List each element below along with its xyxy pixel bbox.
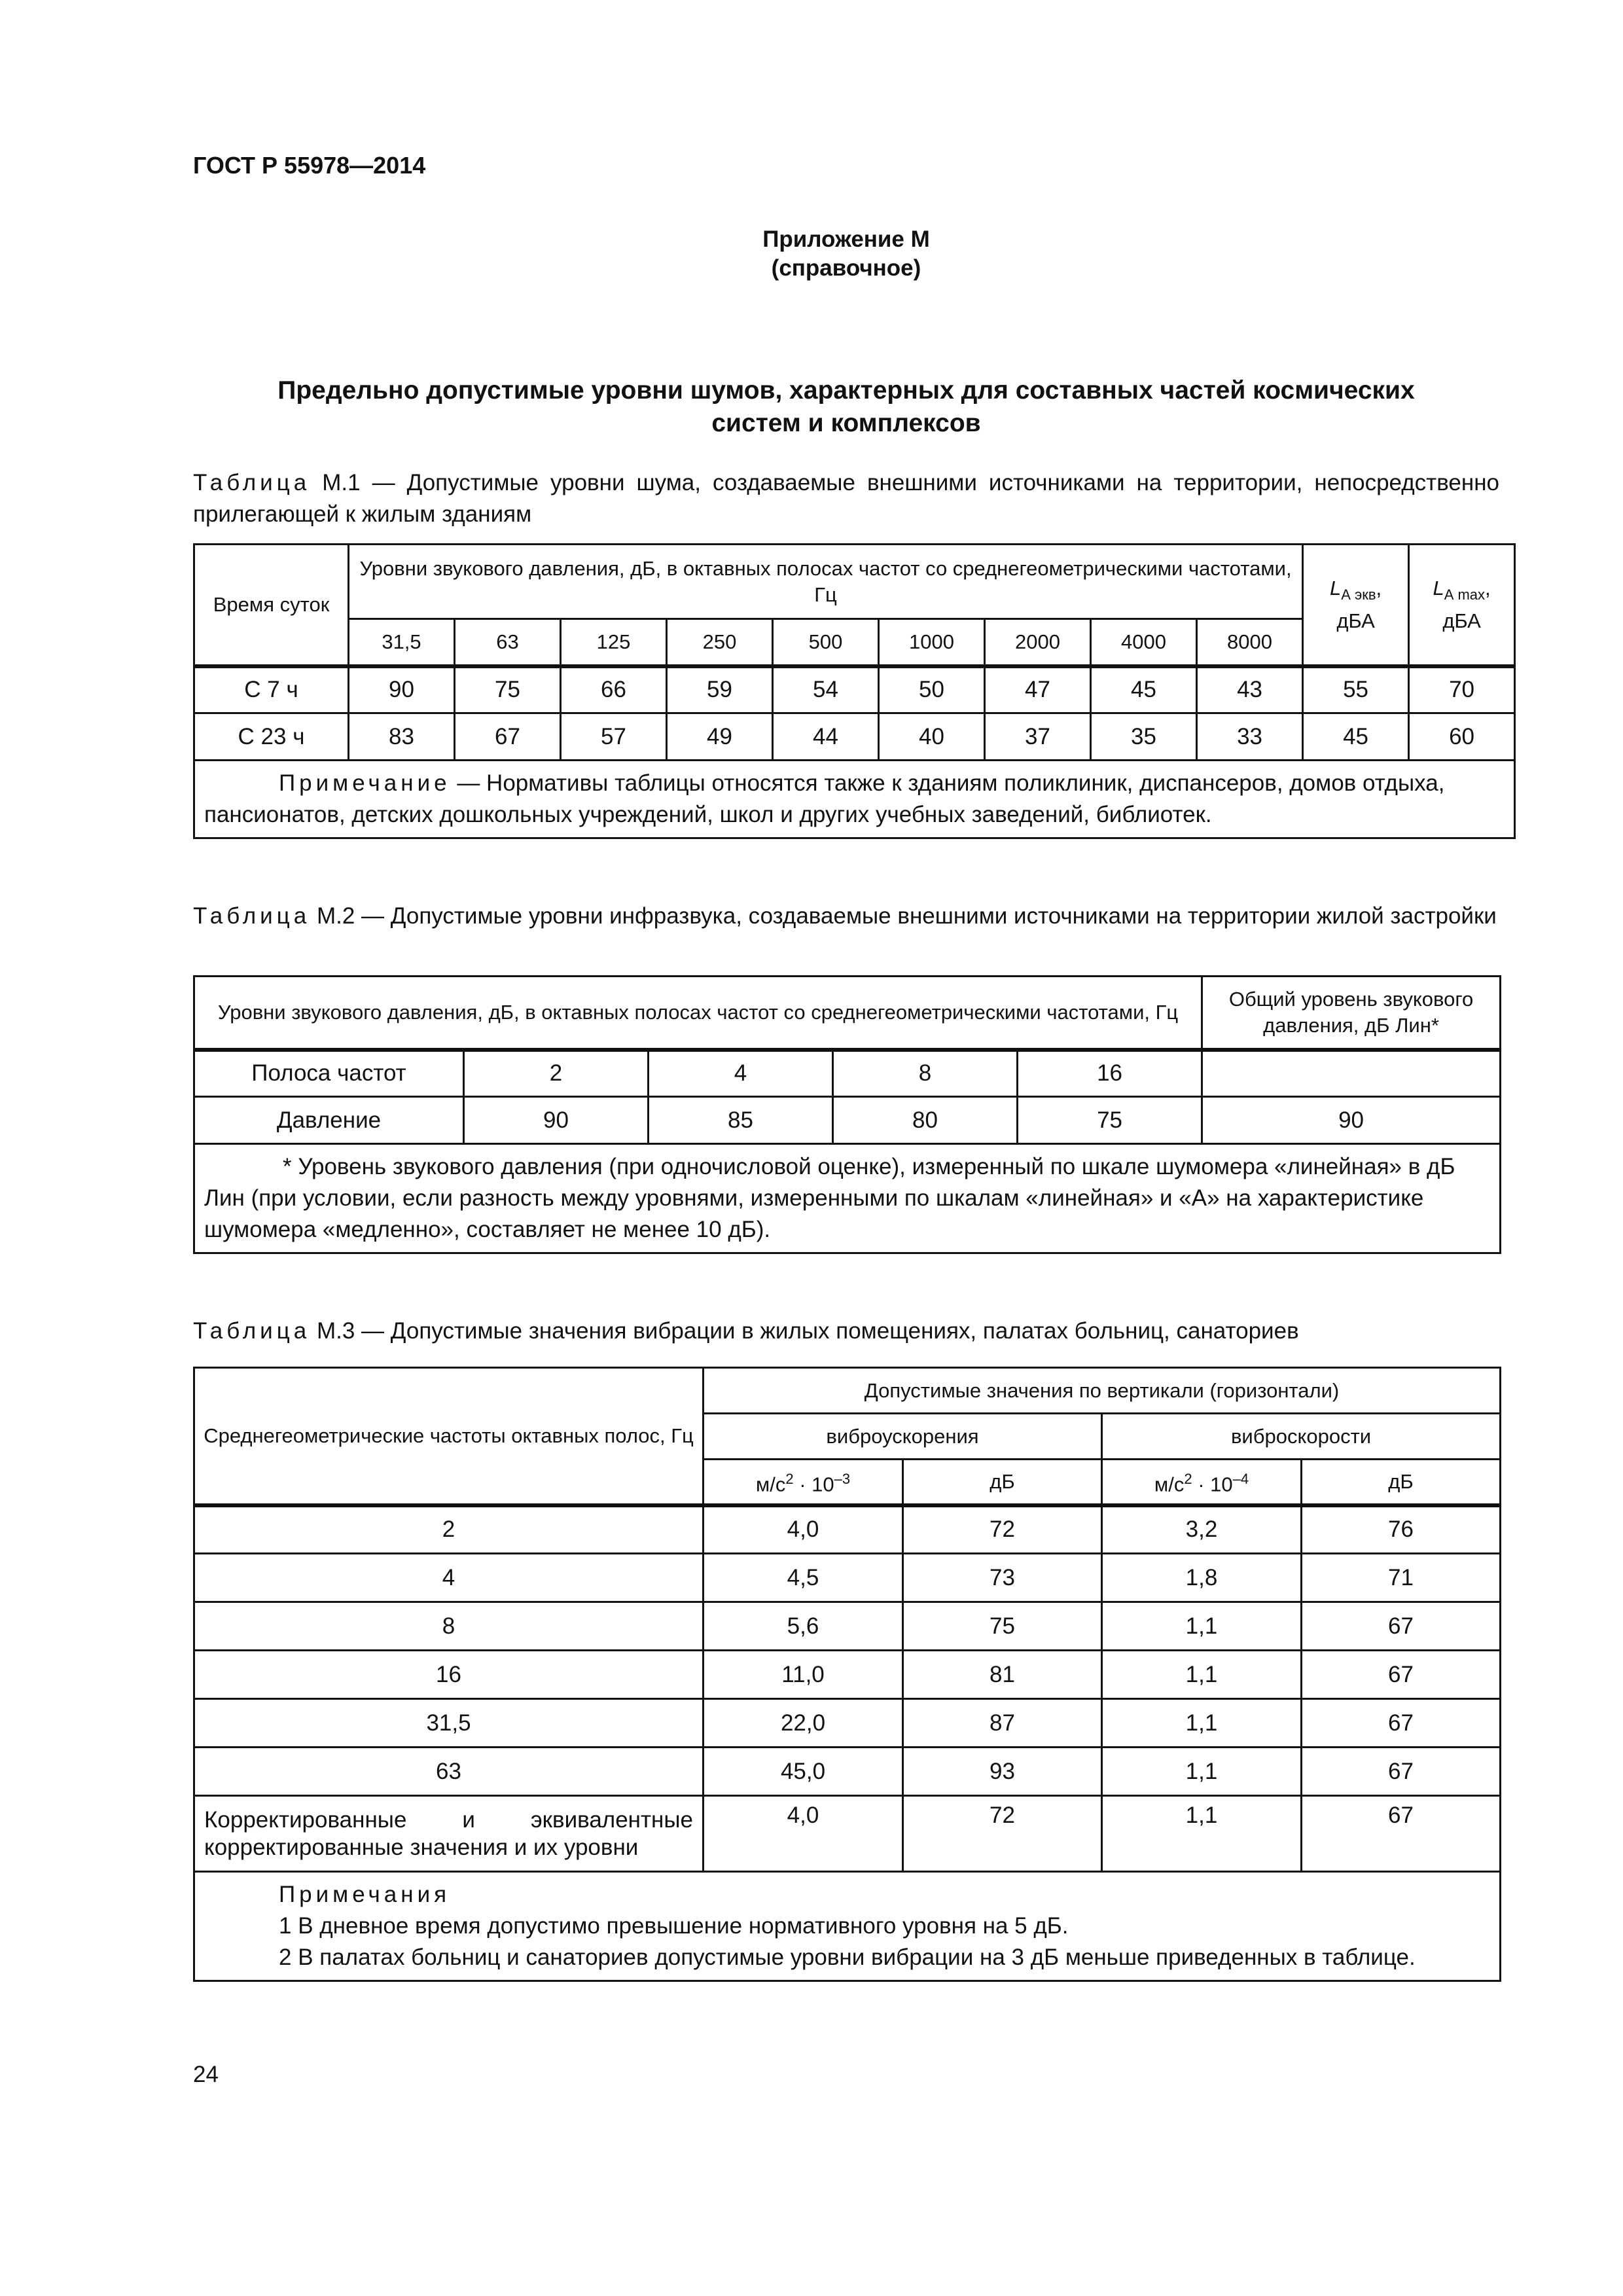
table-cell: 55: [1303, 666, 1409, 713]
table-cell: 67: [1302, 1602, 1501, 1651]
section-title-line2: систем и комплексов: [711, 409, 981, 437]
table-row: [194, 666, 1515, 713]
table-cell: 33: [1197, 713, 1303, 761]
table1-freq: 4000: [1091, 619, 1197, 666]
table2-row-label: Давление: [194, 1097, 464, 1144]
table1-row-label: С 7 ч: [194, 666, 349, 713]
table-cell: 67: [1302, 1699, 1501, 1748]
table-row: [194, 713, 1515, 761]
table-cell: 83: [349, 713, 455, 761]
table1-row-label: С 23 ч: [194, 713, 349, 761]
table3-accel-db: дБ: [903, 1460, 1102, 1505]
table2: [193, 975, 1501, 1254]
table-cell: 75: [455, 666, 561, 713]
table1-la-eq-header: $L_{А экв}$, дБА: [1303, 545, 1409, 666]
table-cell: 5,6: [704, 1602, 903, 1651]
table-cell: 66: [561, 666, 667, 713]
table-cell: 67: [455, 713, 561, 761]
section-title-line1: Предельно допустимые уровни шумов, характерных для составных частей космических: [277, 376, 1415, 404]
table-cell: 1,1: [1102, 1796, 1302, 1872]
table2-total-header: Общий уровень звукового давления, дБ Лин*: [1202, 977, 1501, 1050]
table-cell: 50: [879, 666, 985, 713]
table-cell: 60: [1409, 713, 1515, 761]
table1-note-word: Примечание: [279, 770, 451, 796]
table-cell: 45,0: [704, 1748, 903, 1796]
table3-caption-word: Таблица: [193, 1318, 311, 1344]
table-cell: 2: [464, 1050, 649, 1097]
table-cell: 90: [1202, 1097, 1501, 1144]
table-cell: [1202, 1050, 1501, 1097]
table1: [193, 543, 1516, 839]
table-cell: 1,1: [1102, 1699, 1302, 1748]
table3-freq: 63: [194, 1748, 704, 1796]
table3-accel-unit: $м/с^2 \cdot 10^{-3}$: [704, 1460, 903, 1505]
table-cell: 54: [773, 666, 879, 713]
table3-accel-header: виброускорения: [704, 1414, 1102, 1460]
table-row: [194, 1050, 1501, 1097]
table1-freq: 2000: [985, 619, 1091, 666]
table-cell: 76: [1302, 1505, 1501, 1554]
table-cell: 4,0: [704, 1505, 903, 1554]
table-cell: 8: [833, 1050, 1018, 1097]
table1-note-text: — Нормативы таблицы относятся также к зданиям поликлиник, диспансеров, домов отдыха, пансионатов, детских дошкольных учреждений, школ и других учебных заведений, библиотек.: [204, 770, 1445, 827]
table1-caption-text: М.1 — Допустимые уровни шума, создаваемые внешними источниками на территории, непосредственно прилегающей к жилым зданиям: [193, 470, 1499, 527]
table-cell: 43: [1197, 666, 1303, 713]
table-row: [194, 1554, 1501, 1602]
table3-freq: 2: [194, 1505, 704, 1554]
table-cell: 47: [985, 666, 1091, 713]
table3-note-item: 1 В дневное время допустимо превышение нормативного уровня на 5 дБ.: [279, 1913, 1069, 1939]
table-cell: 67: [1302, 1796, 1501, 1872]
table2-caption: [193, 901, 1499, 932]
table-row: [194, 1097, 1501, 1144]
table-cell: 90: [464, 1097, 649, 1144]
table1-note: [194, 761, 1515, 838]
table1-caption-word: Таблица: [193, 470, 311, 495]
table-cell: 67: [1302, 1651, 1501, 1699]
table-cell: 1,1: [1102, 1651, 1302, 1699]
table-cell: 87: [903, 1699, 1102, 1748]
table1-group-header: Уровни звукового давления, дБ, в октавных полосах частот со среднегеометрическими частотами, Гц: [349, 545, 1303, 619]
table3-caption: [193, 1316, 1499, 1347]
annex-title: Приложение М: [762, 226, 930, 252]
table-cell: 81: [903, 1651, 1102, 1699]
table1-freq: 1000: [879, 619, 985, 666]
table1-caption: [193, 467, 1499, 530]
table-cell: 75: [1018, 1097, 1202, 1144]
table-row: [194, 1796, 1501, 1872]
table3-velocity-unit: $м/с^2 \cdot 10^{-4}$: [1102, 1460, 1302, 1505]
table2-group-header: Уровни звукового давления, дБ, в октавных полосах частот со среднегеометрическими частотами, Гц: [194, 977, 1202, 1050]
table3-group-header: Допустимые значения по вертикали (горизонтали): [704, 1368, 1501, 1414]
table3-notes: [194, 1872, 1501, 1981]
table2-caption-text: М.2 — Допустимые уровни инфразвука, создаваемые внешними источниками на территории жилой застройки: [310, 903, 1497, 929]
table-cell: 90: [349, 666, 455, 713]
table-cell: 11,0: [704, 1651, 903, 1699]
table1-freq: 8000: [1197, 619, 1303, 666]
table-cell: 4,0: [704, 1796, 903, 1872]
table-cell: 35: [1091, 713, 1197, 761]
table-cell: 93: [903, 1748, 1102, 1796]
table3-velocity-db: дБ: [1302, 1460, 1501, 1505]
table-row: [194, 1505, 1501, 1554]
table3-corrected-label: Корректированные и эквивалентные корректированные значения и их уровни: [194, 1796, 704, 1872]
table-row: [194, 1651, 1501, 1699]
table-cell: 70: [1409, 666, 1515, 713]
table-cell: 1,8: [1102, 1554, 1302, 1602]
page-number: 24: [193, 2062, 219, 2087]
table3-caption-text: М.3 — Допустимые значения вибрации в жилых помещениях, палатах больниц, санаториев: [310, 1318, 1299, 1344]
table-cell: 73: [903, 1554, 1102, 1602]
table-cell: 45: [1091, 666, 1197, 713]
table-cell: 1,1: [1102, 1748, 1302, 1796]
document-id: ГОСТ Р 55978—2014: [193, 152, 426, 179]
table1-freq: 250: [667, 619, 773, 666]
section-title: [193, 374, 1499, 440]
table1-freq: 31,5: [349, 619, 455, 666]
table-cell: 85: [649, 1097, 833, 1144]
table3-freq: 8: [194, 1602, 704, 1651]
table2-row-label: Полоса частот: [194, 1050, 464, 1097]
table-cell: 67: [1302, 1748, 1501, 1796]
table3-note-item: 2 В палатах больниц и санаториев допустимые уровни вибрации на 3 дБ меньше приведенных в таблице.: [279, 1945, 1416, 1970]
table1-freq: 63: [455, 619, 561, 666]
table-row: [194, 1699, 1501, 1748]
table3-freq: 4: [194, 1554, 704, 1602]
table-cell: 3,2: [1102, 1505, 1302, 1554]
table-cell: 80: [833, 1097, 1018, 1144]
table-cell: 22,0: [704, 1699, 903, 1748]
annex-heading: [193, 225, 1499, 283]
table-cell: 4,5: [704, 1554, 903, 1602]
annex-type: (справочное): [771, 255, 921, 281]
table2-caption-word: Таблица: [193, 903, 311, 929]
table-cell: 72: [903, 1796, 1102, 1872]
table-cell: 57: [561, 713, 667, 761]
table1-freq: 125: [561, 619, 667, 666]
table1-la-max-header: $L_{А max}$, дБА: [1409, 545, 1515, 666]
table-cell: 16: [1018, 1050, 1202, 1097]
table-cell: 49: [667, 713, 773, 761]
table-cell: 1,1: [1102, 1602, 1302, 1651]
table-cell: 71: [1302, 1554, 1501, 1602]
table1-freq: 500: [773, 619, 879, 666]
table-cell: 37: [985, 713, 1091, 761]
table-row: [194, 1602, 1501, 1651]
table3-freq: 16: [194, 1651, 704, 1699]
table-cell: 44: [773, 713, 879, 761]
table3-notes-title: Примечания: [279, 1882, 451, 1907]
table-cell: 40: [879, 713, 985, 761]
table1-time-header: Время суток: [194, 545, 349, 666]
table2-footnote: * Уровень звукового давления (при одночисловой оценке), измеренный по шкале шумомера «линейная» в дБ Лин (при условии, если разность между уровнями, измеренными по шкалам «линейная» и «А» на характеристике шумомера «медленно», составляет не менее 10 дБ).: [194, 1144, 1501, 1253]
table3-freq: 31,5: [194, 1699, 704, 1748]
table-cell: 4: [649, 1050, 833, 1097]
table-cell: 45: [1303, 713, 1409, 761]
table3-freq-header: Среднегеометрические частоты октавных полос, Гц: [194, 1368, 704, 1505]
table-cell: 72: [903, 1505, 1102, 1554]
table-row: [194, 1748, 1501, 1796]
table-cell: 59: [667, 666, 773, 713]
table3-velocity-header: виброскорости: [1102, 1414, 1501, 1460]
table-cell: 75: [903, 1602, 1102, 1651]
table3: [193, 1367, 1501, 1982]
